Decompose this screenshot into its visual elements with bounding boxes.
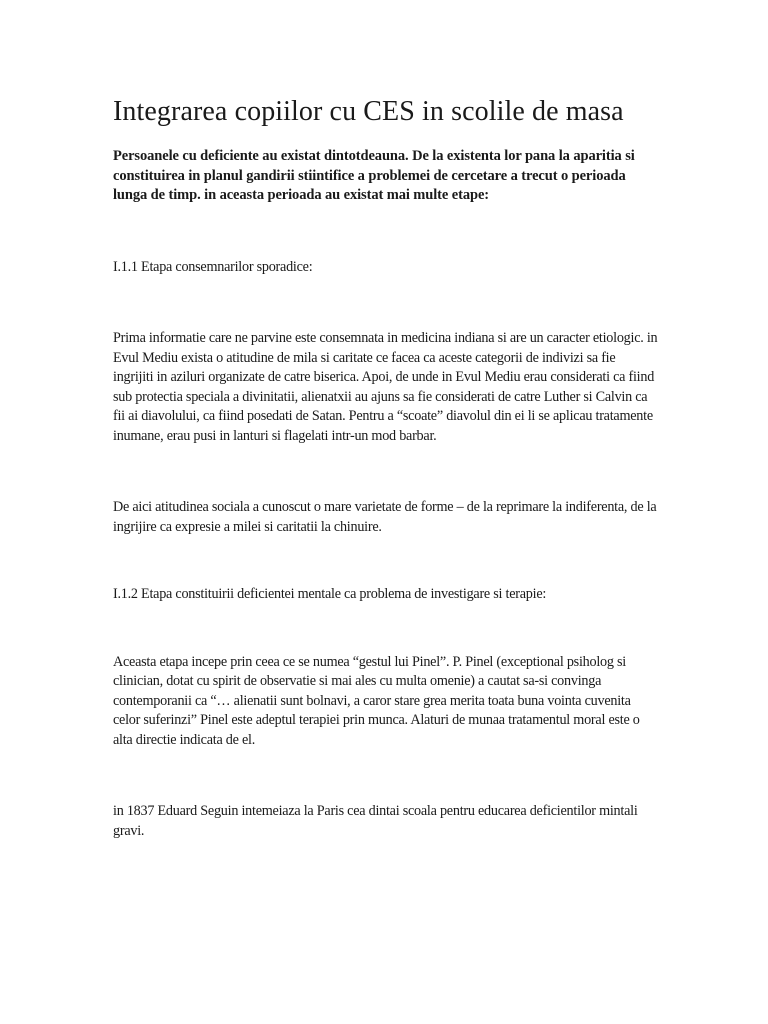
document-page: [113, 94, 658, 841]
intro-paragraph: Persoanele cu deficiente au existat dintotdeauna. De la existenta lor pana la aparitia si constituirea in planul gandirii stiintifice a problemei de cercetare a trecut o perioada lunga de timp. in aceasta perioada au existat mai multe etape:: [113, 148, 635, 203]
document-title: Integrarea copiilor cu CES in scolile de masa: [113, 96, 624, 127]
body-paragraph-4: in 1837 Eduard Seguin intemeiaza la Paris cea dintai scoala pentru educarea deficientilor mintali gravi.: [113, 803, 638, 839]
body-paragraph-3: Aceasta etapa incepe prin ceea ce se numea “gestul lui Pinel”. P. Pinel (exceptional psiholog si clinician, dotat cu spirit de observatie si mai ales cu multa omenie) a cautat sa-si convinga contemporanii ca “… alienatii sunt bolnavi, a caror stare grea merita toata buna vointa cuvenita celor suferinzi” Pinel este adeptul terapiei prin munca. Alaturi de munaa tratamentul moral este o alta directie indicata de el.: [113, 653, 640, 748]
section-heading-2: I.1.2 Etapa constituirii deficientei mentale ca problema de investigare si terapie:: [113, 586, 547, 602]
section-heading-1: I.1.1 Etapa consemnarilor sporadice:: [113, 258, 313, 275]
body-paragraph-2: De aici atitudinea sociala a cunoscut o mare varietate de forme – de la reprimare la indiferenta, de la ingrijire ca expresie a milei si caritatii la chinuire.: [113, 499, 657, 535]
body-paragraph-1: Prima informatie care ne parvine este consemnata in medicina indiana si are un caracter etiologic. in Evul Mediu exista o atitudine de mila si caritate ce facea ca aceste categorii de indivizi sa fie ingrijiti in aziluri organizate de catre biserica. Apoi, de unde in Evul Mediu erau considerati ca fiind sub protectia speciala a divinitatii, alienatxii au ajuns sa fie considerati de catre Luther si Calvin ca fii ai diavolului, ca fiind posedati de Satan. Pentru a “scoate” diavolul din ei li se aplicau tratamente inumane, erau pusi in lanturi si flagelati intr-un mod barbar.: [113, 330, 658, 444]
